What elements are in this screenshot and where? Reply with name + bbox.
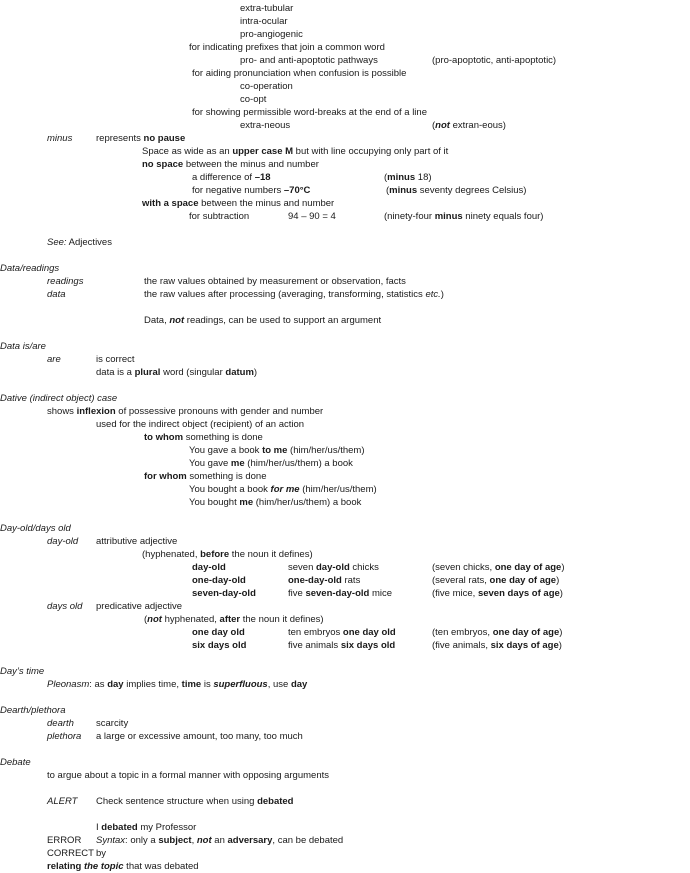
- text-line: [240, 16, 288, 28]
- text-segment: –70°C: [283, 185, 311, 196]
- text-segment: (ten embryos,: [432, 627, 493, 638]
- text-segment: Data,: [144, 315, 170, 326]
- text-segment: (him/her/us/them) a book: [244, 458, 353, 469]
- text-line: [96, 796, 294, 808]
- text-line: [240, 3, 293, 15]
- text-line: [192, 575, 246, 587]
- text-segment: one-day-old: [192, 575, 246, 586]
- text-segment: scarcity: [96, 718, 129, 729]
- text-segment: shows: [47, 406, 77, 417]
- text-line: [189, 445, 365, 457]
- text-line: [142, 159, 319, 171]
- text-line: [47, 276, 83, 288]
- text-line: [384, 172, 432, 184]
- text-segment: Adjectives: [66, 237, 112, 248]
- text-line: [240, 55, 378, 67]
- text-segment: hyphenated,: [161, 614, 220, 625]
- text-line: [192, 627, 245, 639]
- text-segment: between the minus and number: [183, 159, 319, 170]
- text-line: [288, 588, 392, 600]
- text-segment: subject: [158, 835, 192, 846]
- text-line: [96, 718, 128, 730]
- text-segment: You gave: [189, 458, 231, 469]
- text-line: [96, 536, 177, 548]
- text-segment: one day of age: [489, 575, 557, 586]
- text-segment: Check sentence structure when using: [96, 796, 258, 807]
- text-segment: Syntax: [96, 835, 126, 846]
- text-segment: something is done: [186, 471, 267, 482]
- text-line: [192, 640, 246, 652]
- text-segment: mice: [369, 588, 393, 599]
- text-segment: : as: [89, 679, 108, 690]
- text-segment: You bought: [189, 497, 240, 508]
- text-segment: seven-day-old: [305, 588, 370, 599]
- text-line: [192, 172, 271, 184]
- text-segment: predicative adjective: [96, 601, 183, 612]
- text-segment: ninety equals four): [462, 211, 544, 222]
- text-segment: Debate: [0, 757, 31, 768]
- text-segment: rats: [341, 575, 361, 586]
- text-line: [96, 848, 106, 860]
- text-segment: time: [181, 679, 202, 690]
- text-line: [96, 133, 185, 145]
- text-segment: (him/her/us/them): [287, 445, 365, 456]
- text-segment: intra-ocular: [240, 16, 288, 27]
- text-line: [47, 406, 323, 418]
- text-segment: one day old: [192, 627, 245, 638]
- text-segment: debated: [257, 796, 294, 807]
- text-segment: –18: [254, 172, 271, 183]
- text-segment: ): [558, 640, 562, 651]
- text-line: [432, 640, 562, 652]
- text-line: [240, 120, 290, 132]
- text-segment: to argue about a topic in a formal manner with opposing arguments: [47, 770, 329, 781]
- text-line: [47, 770, 329, 782]
- text-line: [47, 679, 307, 691]
- text-segment: (hyphenated,: [142, 549, 201, 560]
- text-line: [189, 42, 385, 54]
- text-segment: ,: [191, 835, 197, 846]
- text-line: [96, 601, 182, 613]
- text-line: [192, 68, 406, 80]
- text-line: [192, 185, 310, 197]
- text-segment: for whom: [144, 471, 187, 482]
- text-segment: (: [384, 172, 388, 183]
- text-line: [96, 731, 303, 743]
- text-segment: (seven chicks,: [432, 562, 495, 573]
- text-line: [47, 354, 61, 366]
- text-segment: that was debated: [123, 861, 199, 872]
- text-segment: seventy degrees Celsius): [417, 185, 527, 196]
- text-segment: day-old: [47, 536, 79, 547]
- text-line: [144, 432, 263, 444]
- text-segment: co-opt: [240, 94, 267, 105]
- text-segment: (pro-apoptotic, anti-apoptotic): [432, 55, 557, 66]
- text-segment: not: [435, 120, 450, 131]
- text-segment: days old: [47, 601, 83, 612]
- text-segment: readings, can be used to support an argument: [184, 315, 382, 326]
- text-segment: for negative numbers: [192, 185, 284, 196]
- text-segment: for showing permissible word-breaks at the end of a line: [192, 107, 427, 118]
- text-segment: ): [561, 562, 565, 573]
- text-line: [47, 237, 112, 249]
- text-segment: implies time,: [123, 679, 182, 690]
- text-segment: used for the indirect object (recipient) of an action: [96, 419, 305, 430]
- text-segment: to me: [262, 445, 288, 456]
- text-segment: between the minus and number: [198, 198, 335, 209]
- text-segment: chicks: [349, 562, 379, 573]
- text-segment: before: [200, 549, 230, 560]
- text-segment: six days old: [340, 640, 396, 651]
- text-segment: ): [556, 575, 560, 586]
- text-segment: six days of age: [490, 640, 559, 651]
- text-segment: seven-day-old: [192, 588, 256, 599]
- text-segment: word (singular: [160, 367, 226, 378]
- text-segment: ): [559, 627, 563, 638]
- text-segment: See:: [47, 237, 67, 248]
- text-segment: (him/her/us/them) a book: [253, 497, 362, 508]
- text-segment: minus: [47, 133, 73, 144]
- text-segment: for aiding pronunciation when confusion is possible: [192, 68, 407, 79]
- text-segment: seven: [288, 562, 316, 573]
- text-segment: : only a: [125, 835, 159, 846]
- text-segment: Space as wide as an: [142, 146, 233, 157]
- text-segment: minus: [434, 211, 463, 222]
- text-segment: (: [432, 120, 436, 131]
- text-segment: (five animals,: [432, 640, 491, 651]
- text-segment: I: [96, 822, 102, 833]
- text-line: [47, 861, 199, 873]
- text-line: [142, 549, 313, 561]
- text-segment: after: [219, 614, 241, 625]
- text-segment: CORRECT: [47, 848, 94, 859]
- text-segment: pro- and anti-apoptotic pathways: [240, 55, 378, 66]
- text-segment: 18): [415, 172, 432, 183]
- text-segment: superfluous: [213, 679, 268, 690]
- text-segment: You bought a book: [189, 484, 271, 495]
- text-segment: of possessive pronouns with gender and number: [115, 406, 324, 417]
- text-segment: the topic: [83, 861, 124, 872]
- text-segment: Day-old/days old: [0, 523, 71, 534]
- text-line: [0, 757, 31, 769]
- text-line: [144, 276, 406, 288]
- text-segment: seven days of age: [477, 588, 560, 599]
- text-line: [142, 198, 334, 210]
- text-line: [189, 497, 361, 509]
- text-segment: co-operation: [240, 81, 293, 92]
- text-segment: no pause: [143, 133, 186, 144]
- text-line: [192, 107, 427, 119]
- text-segment: day: [290, 679, 308, 690]
- text-segment: is correct: [96, 354, 135, 365]
- text-segment: one day of age: [492, 627, 560, 638]
- text-segment: for subtraction: [189, 211, 250, 222]
- text-segment: for me: [270, 484, 300, 495]
- text-segment: upper case M: [232, 146, 294, 157]
- text-segment: to whom: [144, 432, 184, 443]
- text-line: [0, 263, 59, 275]
- text-segment: plethora: [47, 731, 82, 742]
- text-line: [142, 146, 448, 158]
- text-line: [0, 705, 65, 717]
- text-segment: (: [386, 185, 390, 196]
- text-segment: six days old: [192, 640, 247, 651]
- text-line: [240, 81, 293, 93]
- text-segment: a large or excessive amount, too many, too much: [96, 731, 303, 742]
- text-line: [47, 835, 81, 847]
- text-segment: minus: [387, 172, 416, 183]
- text-line: [189, 484, 377, 496]
- text-segment: , use: [267, 679, 291, 690]
- text-segment: data is a: [96, 367, 135, 378]
- text-line: [47, 848, 94, 860]
- text-line: [47, 133, 72, 145]
- text-segment: a difference of: [192, 172, 255, 183]
- text-segment: You gave a book: [189, 445, 263, 456]
- text-line: [144, 471, 267, 483]
- text-segment: five animals: [288, 640, 341, 651]
- text-segment: (several rats,: [432, 575, 490, 586]
- text-segment: is: [201, 679, 214, 690]
- text-line: [0, 523, 71, 535]
- text-segment: represents: [96, 133, 144, 144]
- text-segment: Dative (indirect object) case: [0, 393, 118, 404]
- text-line: [240, 94, 266, 106]
- text-line: [96, 822, 196, 834]
- text-line: [432, 575, 559, 587]
- text-segment: datum: [225, 367, 254, 378]
- text-line: [288, 575, 360, 587]
- text-line: [144, 289, 444, 301]
- text-segment: Pleonasm: [47, 679, 90, 690]
- text-line: [0, 341, 46, 353]
- text-segment: Data/readings: [0, 263, 60, 274]
- text-segment: Data is/are: [0, 341, 46, 352]
- text-segment: day-old: [316, 562, 350, 573]
- text-line: [288, 640, 395, 652]
- text-segment: pro-angiogenic: [240, 29, 303, 40]
- text-line: [144, 315, 381, 327]
- text-line: [0, 393, 117, 405]
- text-segment: no space: [142, 159, 184, 170]
- text-line: [288, 627, 396, 639]
- text-segment: etc.: [425, 289, 441, 300]
- text-line: [432, 55, 556, 67]
- text-segment: something is done: [183, 432, 263, 443]
- text-line: [47, 718, 74, 730]
- text-segment: for indicating prefixes that join a common word: [189, 42, 385, 53]
- text-line: [47, 796, 77, 808]
- text-segment: Dearth/plethora: [0, 705, 66, 716]
- text-segment: extran-eous): [449, 120, 506, 131]
- text-segment: with a space: [142, 198, 199, 209]
- text-segment: relating: [47, 861, 84, 872]
- text-segment: , can be debated: [272, 835, 344, 846]
- text-segment: readings: [47, 276, 84, 287]
- text-line: [47, 289, 66, 301]
- text-segment: my Professor: [137, 822, 197, 833]
- text-line: [288, 211, 336, 223]
- text-line: [432, 120, 506, 132]
- text-segment: day-old: [192, 562, 226, 573]
- text-segment: not: [169, 315, 185, 326]
- text-line: [192, 588, 256, 600]
- text-segment: (ninety-four: [384, 211, 435, 222]
- text-line: [96, 367, 257, 379]
- text-segment: ): [253, 367, 258, 378]
- text-segment: (him/her/us/them): [299, 484, 377, 495]
- text-segment: Day’s time: [0, 666, 45, 677]
- text-line: [47, 536, 78, 548]
- text-line: [432, 562, 565, 574]
- text-segment: are: [47, 354, 61, 365]
- text-segment: plural: [134, 367, 161, 378]
- text-segment: minus: [389, 185, 418, 196]
- text-line: [144, 614, 324, 626]
- text-segment: inflexion: [76, 406, 116, 417]
- text-segment: five: [288, 588, 306, 599]
- text-line: [432, 627, 562, 639]
- text-segment: me: [239, 497, 254, 508]
- text-line: [47, 601, 82, 613]
- text-segment: one-day-old: [288, 575, 342, 586]
- text-segment: one day old: [342, 627, 396, 638]
- text-segment: adversary: [227, 835, 273, 846]
- text-line: [0, 666, 44, 678]
- text-line: [432, 588, 563, 600]
- text-line: [288, 562, 379, 574]
- text-segment: an: [211, 835, 228, 846]
- text-line: [192, 562, 226, 574]
- text-segment: data: [47, 289, 66, 300]
- text-segment: extra-tubular: [240, 3, 294, 14]
- text-segment: attributive adjective: [96, 536, 178, 547]
- text-segment: but with line occupying only part of it: [293, 146, 449, 157]
- text-segment: dearth: [47, 718, 74, 729]
- text-line: [189, 458, 353, 470]
- text-segment: not: [196, 835, 212, 846]
- text-segment: the noun it defines): [240, 614, 324, 625]
- text-line: [240, 29, 303, 41]
- text-segment: extra-neous: [240, 120, 291, 131]
- text-line: [96, 419, 304, 431]
- text-segment: debated: [101, 822, 138, 833]
- text-segment: not: [147, 614, 162, 625]
- text-segment: day: [107, 679, 124, 690]
- text-segment: 94 – 90 = 4: [288, 211, 336, 222]
- text-line: [189, 211, 249, 223]
- text-line: [96, 354, 135, 366]
- text-line: [47, 731, 81, 743]
- text-segment: one day of age: [494, 562, 562, 573]
- text-segment: the noun it defines): [229, 549, 313, 560]
- text-segment: the raw values obtained by measurement or observation, facts: [144, 276, 406, 287]
- text-segment: ERROR: [47, 835, 82, 846]
- text-line: [96, 835, 343, 847]
- text-segment: the raw values after processing (averaging, transforming, statistics: [144, 289, 426, 300]
- text-segment: ): [440, 289, 444, 300]
- text-segment: by: [96, 848, 107, 859]
- text-segment: (five mice,: [432, 588, 478, 599]
- text-line: [384, 211, 543, 223]
- text-segment: ): [559, 588, 563, 599]
- text-segment: me: [230, 458, 245, 469]
- text-segment: ALERT: [47, 796, 78, 807]
- text-line: [386, 185, 526, 197]
- text-segment: (: [144, 614, 148, 625]
- text-segment: ten embryos: [288, 627, 343, 638]
